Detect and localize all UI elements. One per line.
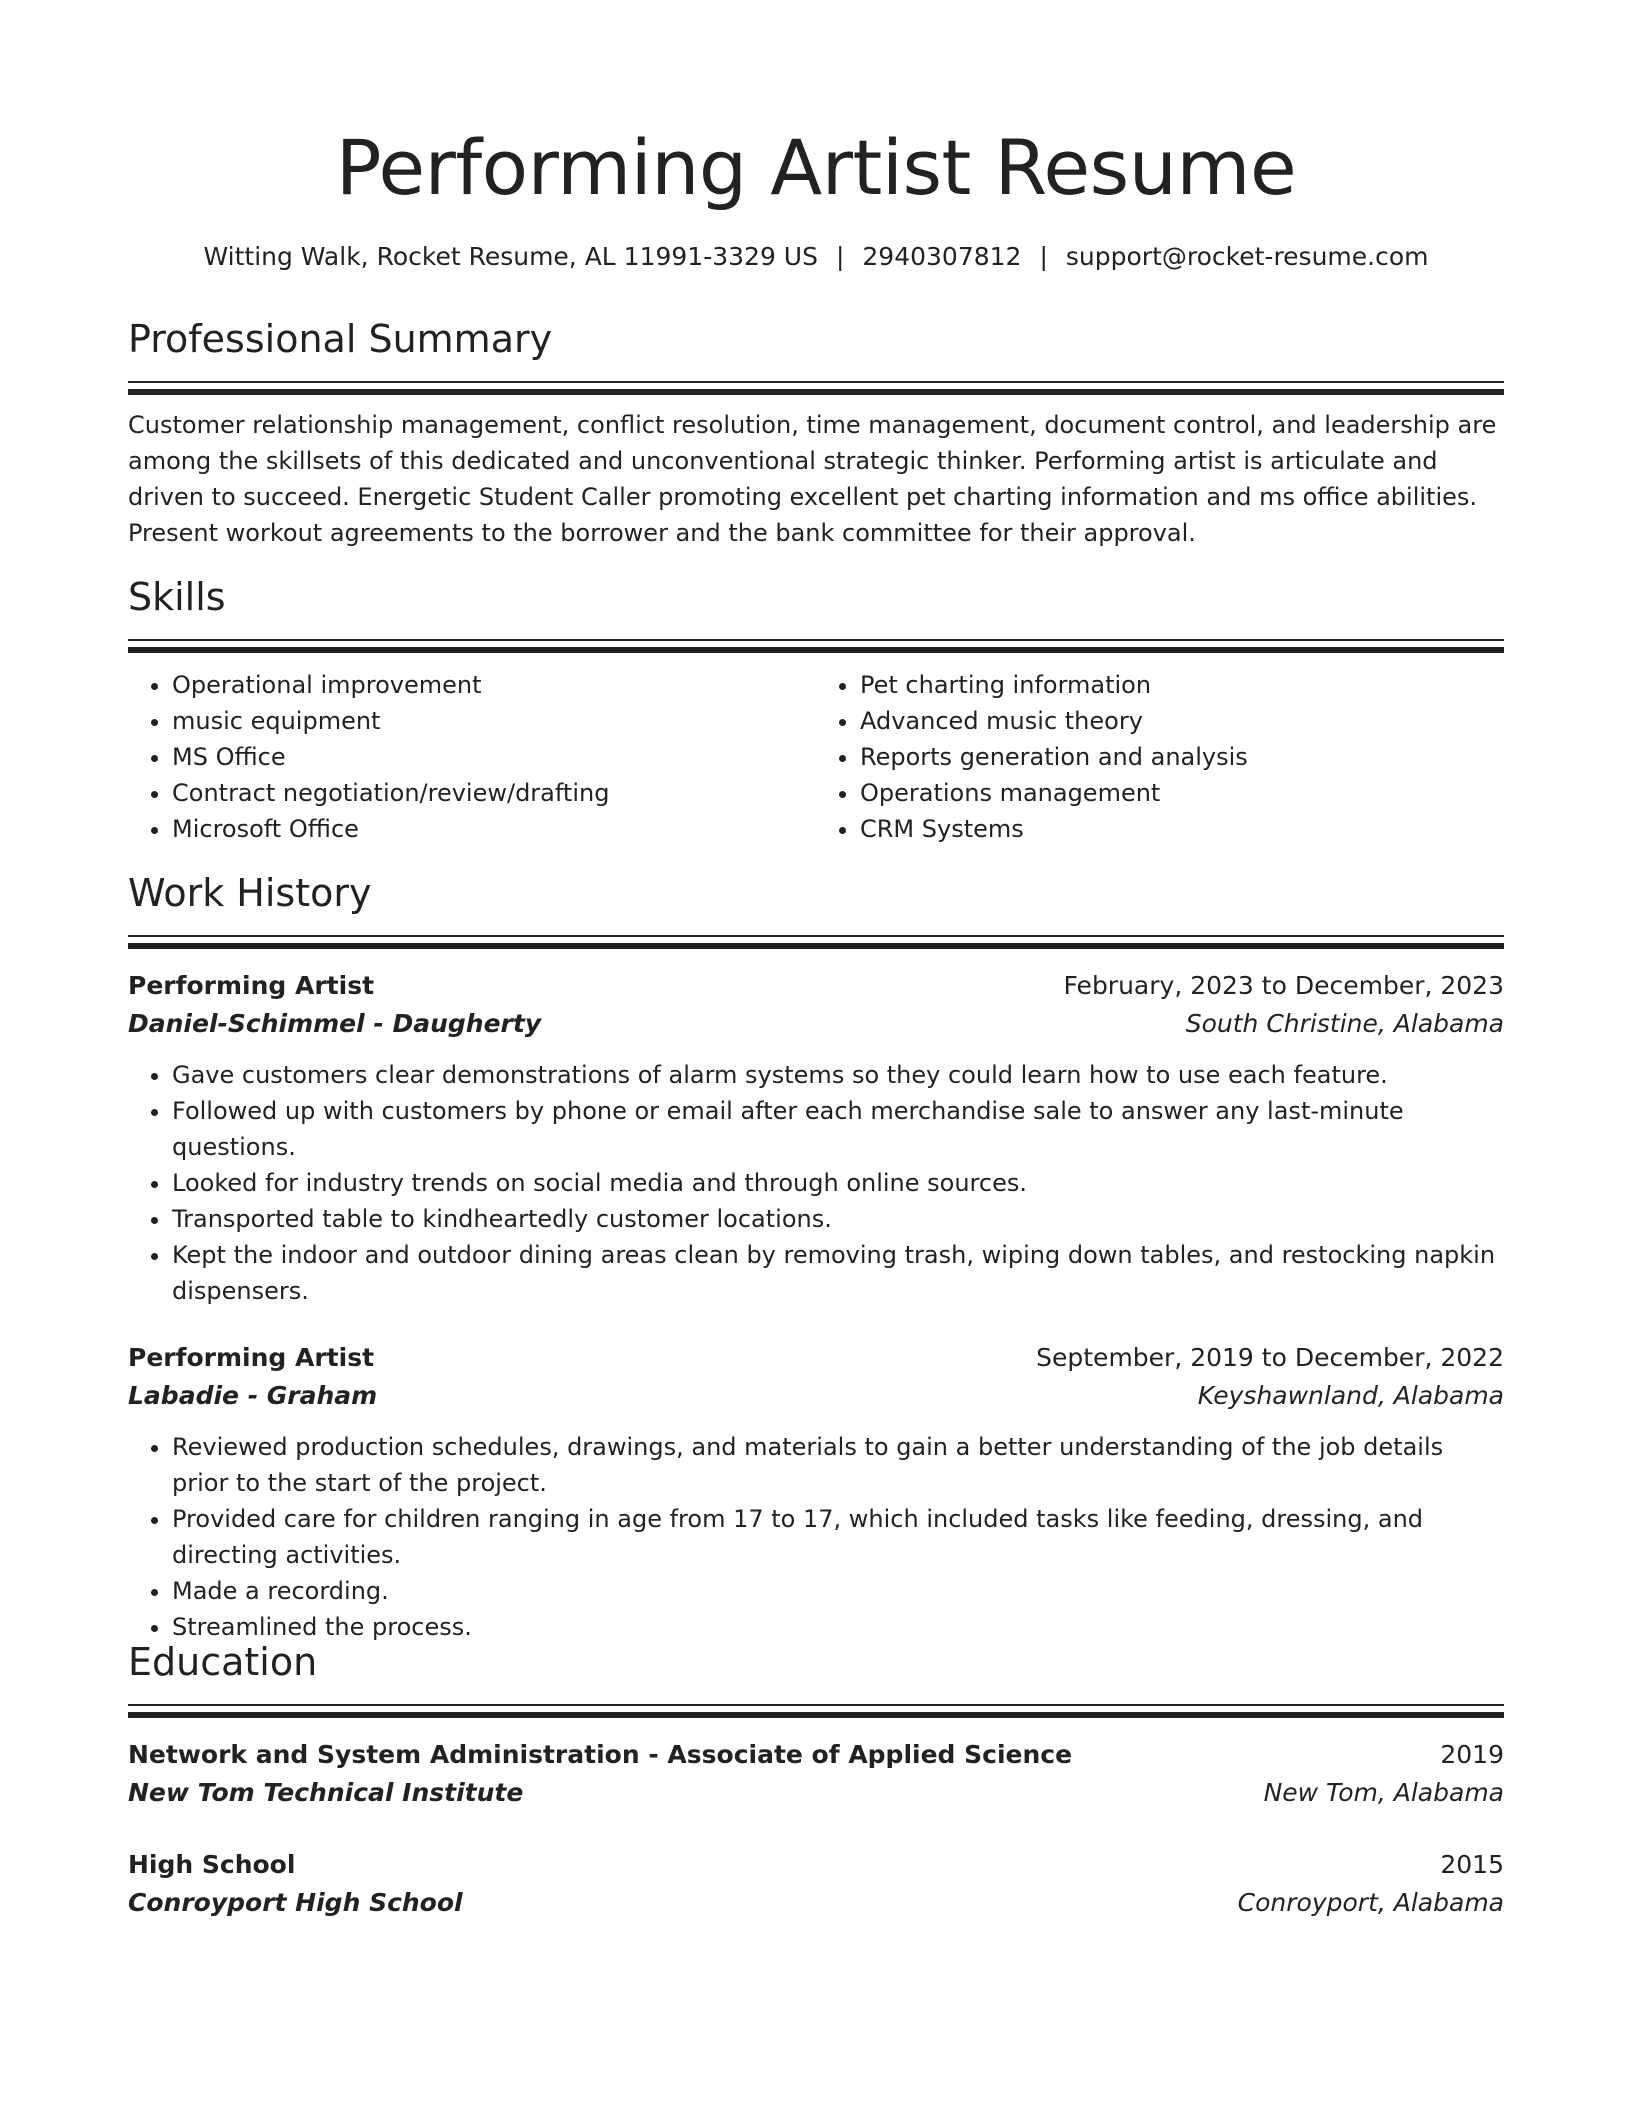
skills-grid bbox=[128, 667, 1504, 847]
job-duty-item: • Gave customers clear demonstrations of alarm systems so they could learn how to use each feature. bbox=[172, 1057, 1504, 1093]
education-entry bbox=[128, 1846, 1504, 1922]
job-duty-item: • Kept the indoor and outdoor dining areas clean by removing trash, wiping down tables, and restocking napkin dispensers. bbox=[172, 1237, 1504, 1309]
section-divider bbox=[128, 935, 1504, 949]
job-company-row bbox=[128, 1377, 1504, 1415]
contact-address: Witting Walk, Rocket Resume, AL 11991-3329 US bbox=[203, 242, 818, 271]
education-section bbox=[128, 1638, 1504, 1922]
education-location: New Tom, Alabama bbox=[1263, 1778, 1504, 1807]
job-duties-list bbox=[128, 1429, 1504, 1645]
skills-list-left bbox=[128, 667, 816, 847]
education-school: Conroyport High School bbox=[128, 1888, 463, 1917]
skill-item: • Advanced music theory bbox=[860, 703, 1504, 739]
skill-item: • Reports generation and analysis bbox=[860, 739, 1504, 775]
summary-heading: Professional Summary bbox=[128, 317, 553, 361]
job-duty-item: • Reviewed production schedules, drawings, and materials to gain a better understanding of the job details prior to the start of the project. bbox=[172, 1429, 1504, 1501]
contact-line bbox=[128, 240, 1504, 274]
job-duty-item: • Made a recording. bbox=[172, 1573, 1504, 1609]
education-year: 2019 bbox=[1440, 1740, 1504, 1769]
job-title: Performing Artist bbox=[128, 971, 375, 1000]
skill-item: • Operations management bbox=[860, 775, 1504, 811]
job-duties-list bbox=[128, 1057, 1504, 1309]
job-entry bbox=[128, 967, 1504, 1309]
education-location: Conroyport, Alabama bbox=[1237, 1888, 1504, 1917]
job-dates: February, 2023 to December, 2023 bbox=[1063, 971, 1504, 1000]
job-location: Keyshawnland, Alabama bbox=[1197, 1381, 1504, 1410]
job-duty-item: • Followed up with customers by phone or email after each merchandise sale to answer any last-minute questions. bbox=[172, 1093, 1504, 1165]
job-duty-item: • Provided care for children ranging in age from 17 to 17, which included tasks like feeding, dressing, and directing activities. bbox=[172, 1501, 1504, 1573]
skill-item: • Contract negotiation/review/drafting bbox=[172, 775, 816, 811]
job-company-row bbox=[128, 1005, 1504, 1043]
education-school: New Tom Technical Institute bbox=[128, 1778, 524, 1807]
skill-item: • MS Office bbox=[172, 739, 816, 775]
section-divider bbox=[128, 381, 1504, 395]
education-school-row bbox=[128, 1774, 1504, 1812]
skill-item: • Pet charting information bbox=[860, 667, 1504, 703]
skill-item: • CRM Systems bbox=[860, 811, 1504, 847]
summary-section bbox=[128, 315, 1504, 551]
job-dates: September, 2019 to December, 2022 bbox=[1036, 1343, 1504, 1372]
section-divider bbox=[128, 1704, 1504, 1718]
skill-item: • Microsoft Office bbox=[172, 811, 816, 847]
education-degree: High School bbox=[128, 1850, 296, 1879]
job-header-row bbox=[128, 967, 1504, 1005]
skills-heading: Skills bbox=[128, 575, 226, 619]
job-title: Performing Artist bbox=[128, 1343, 375, 1372]
education-school-row bbox=[128, 1884, 1504, 1922]
job-duty-item: • Looked for industry trends on social media and through online sources. bbox=[172, 1165, 1504, 1201]
work-history-heading: Work History bbox=[128, 871, 372, 915]
contact-separator: | bbox=[1039, 242, 1048, 271]
contact-separator: | bbox=[835, 242, 845, 271]
page-title: Performing Artist Resume bbox=[335, 123, 1297, 212]
work-history-section bbox=[128, 869, 1504, 1645]
education-heading: Education bbox=[128, 1640, 318, 1684]
job-location: South Christine, Alabama bbox=[1185, 1009, 1504, 1038]
section-divider bbox=[128, 639, 1504, 653]
job-duty-item: • Streamlined the process. bbox=[172, 1609, 1504, 1645]
education-header-row bbox=[128, 1846, 1504, 1884]
contact-email: support@rocket-resume.com bbox=[1065, 242, 1429, 271]
job-company: Labadie - Graham bbox=[128, 1381, 378, 1410]
skills-list-right bbox=[816, 667, 1504, 847]
job-header-row bbox=[128, 1339, 1504, 1377]
job-duty-item: • Transported table to kindheartedly customer locations. bbox=[172, 1201, 1504, 1237]
contact-phone: 2940307812 bbox=[862, 242, 1022, 271]
education-degree: Network and System Administration - Associate of Applied Science bbox=[128, 1740, 1073, 1769]
skills-section bbox=[128, 573, 1504, 847]
summary-text: Customer relationship management, conflict resolution, time management, document control, and leadership are among the skillsets of this dedicated and unconventional strategic thinker. Performing artist is articulate and driven to succeed. Energetic Student Caller promoting excellent pet charting information and ms office abilities. Present workout agreements to the borrower and the bank committee for their approval. bbox=[128, 411, 1497, 547]
skill-item: • music equipment bbox=[172, 703, 816, 739]
skill-item: • Operational improvement bbox=[172, 667, 816, 703]
education-header-row bbox=[128, 1736, 1504, 1774]
job-entry bbox=[128, 1339, 1504, 1645]
education-entry bbox=[128, 1736, 1504, 1812]
job-company: Daniel-Schimmel - Daugherty bbox=[128, 1009, 542, 1038]
education-year: 2015 bbox=[1440, 1850, 1504, 1879]
